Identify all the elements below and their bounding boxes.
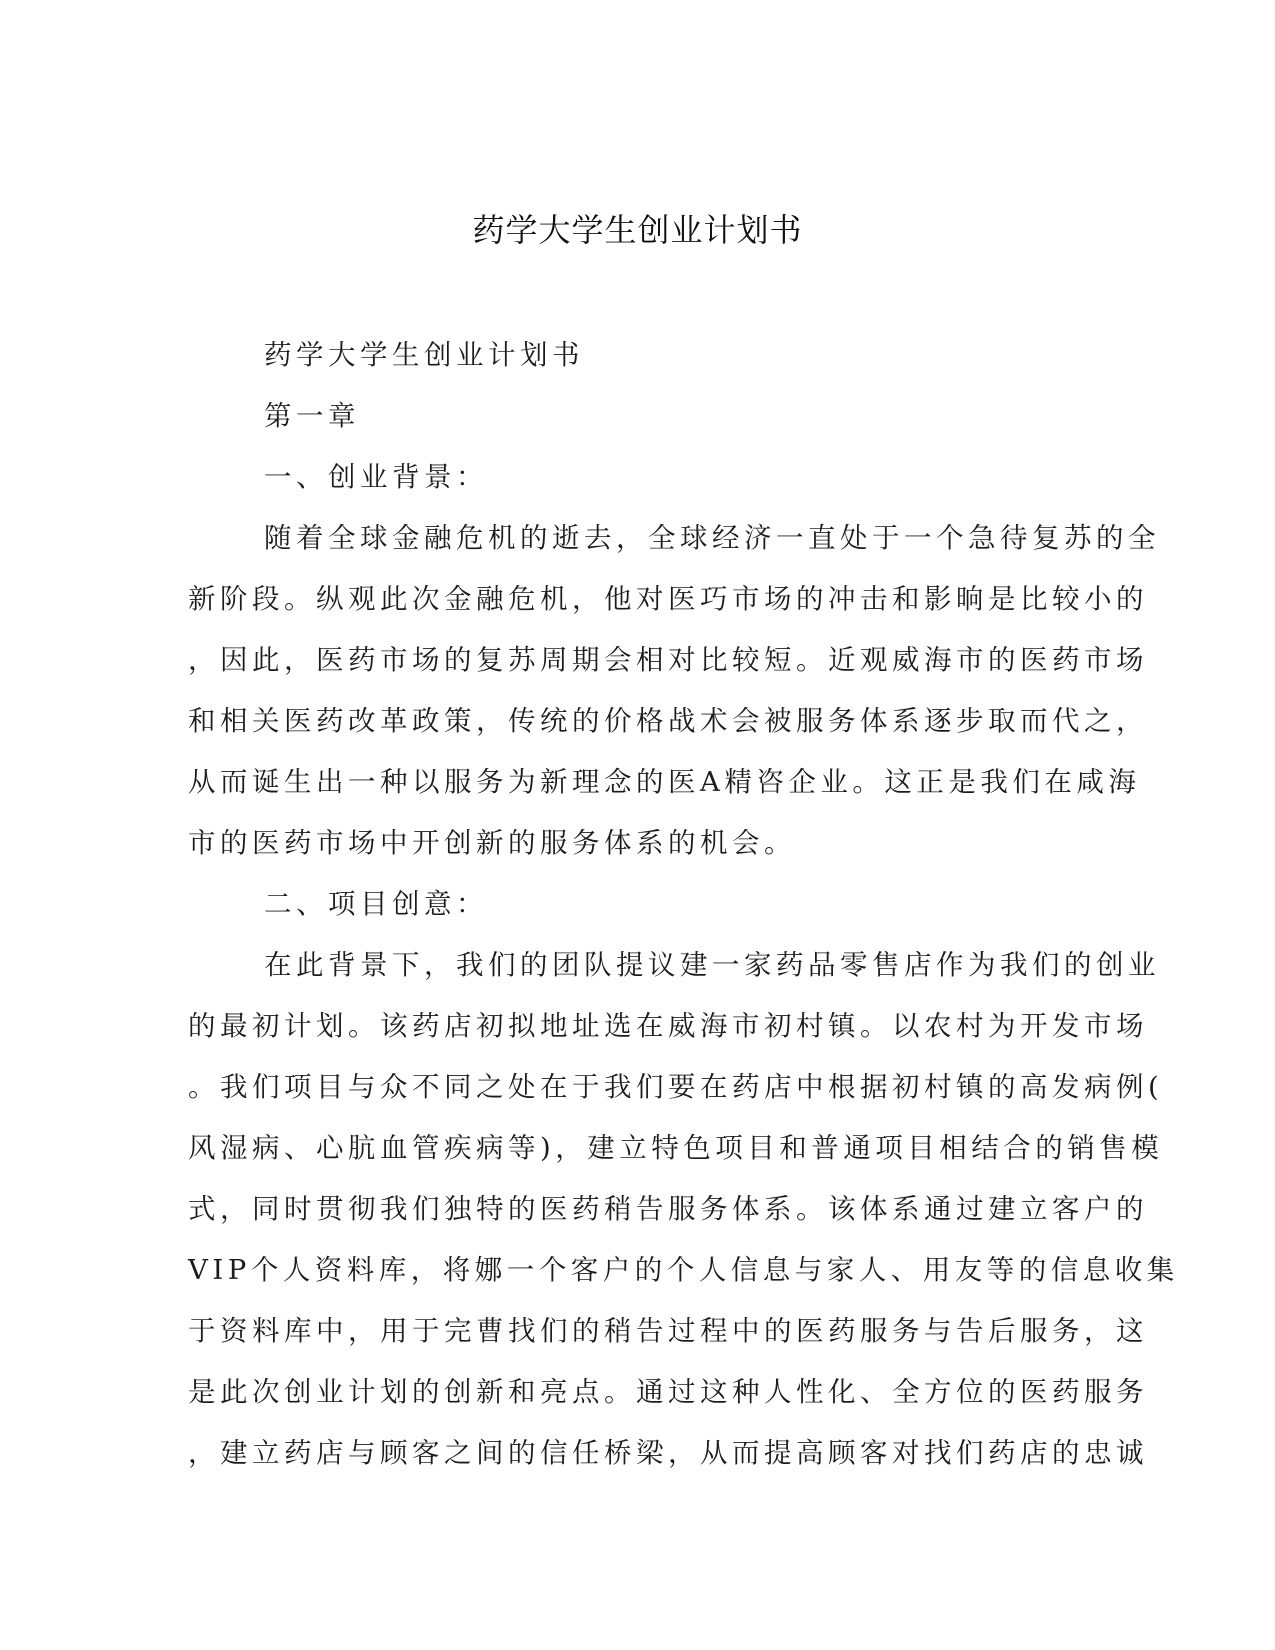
paragraph-line: 的最初计划。该药店初拟地址选在威海市初村镇。以农村为开发市场 bbox=[188, 1010, 1148, 1042]
section-heading: 一、创业背景： bbox=[264, 461, 488, 493]
paragraph-line: 从而诞生出一种以服务为新理念的医A精咨企业。这正是我们在咸海 bbox=[188, 766, 1141, 798]
paragraph-line: 于资料库中，用于完曹找们的稍告过程中的医药服务与告后服务，这 bbox=[188, 1315, 1148, 1347]
paragraph-line: 随着全球金融危机的逝去，全球经济一直处于一个急待复苏的全 bbox=[264, 522, 1160, 554]
paragraph-line: ，因此，医药市场的复苏周期会相对比较短。近观威海市的医药市场 bbox=[188, 644, 1148, 676]
paragraph-line: ，建立药店与顾客之间的信任桥梁，从而提高顾客对找们药店的忠诚 bbox=[188, 1437, 1148, 1469]
paragraph-line: 和相关医药改革政策，传统的价格战术会被服务体系逐步取而代之， bbox=[188, 705, 1148, 737]
chapter-heading: 第一章 bbox=[264, 400, 360, 432]
paragraph-line: 新阶段。纵观此次金融危机，他对医巧市场的冲击和影晌是比较小的 bbox=[188, 583, 1148, 615]
paragraph-line: 药学大学生创业计划书 bbox=[264, 339, 584, 371]
paragraph-line: VIP个人资料库，将娜一个客户的个人信息与家人、用友等的信息收集 bbox=[188, 1254, 1179, 1286]
paragraph-line: 风湿病、心肮血管疾病等)，建立特色项目和普通项目相结合的销售模 bbox=[188, 1132, 1164, 1164]
document-title: 药学大学生创业计划书 bbox=[472, 211, 803, 249]
paragraph-line: 是此次创业计划的创新和亮点。通过这种人性化、全方位的医药服务 bbox=[188, 1376, 1148, 1408]
paragraph-line: 。我们项目与众不同之处在于我们要在药店中根据初村镇的高发病例( bbox=[188, 1071, 1164, 1103]
section-heading: 二、项目创意： bbox=[264, 888, 488, 920]
document-body bbox=[188, 333, 1179, 1492]
paragraph-line: 市的医药市场中开创新的服务体系的机会。 bbox=[188, 827, 796, 859]
paragraph-line: 在此背景下，我们的团队提议建一家药品零售店作为我们的创业 bbox=[264, 949, 1160, 981]
paragraph-line: 式，同时贯彻我们独特的医药稍告服务体系。该体系通过建立客户的 bbox=[188, 1193, 1148, 1225]
